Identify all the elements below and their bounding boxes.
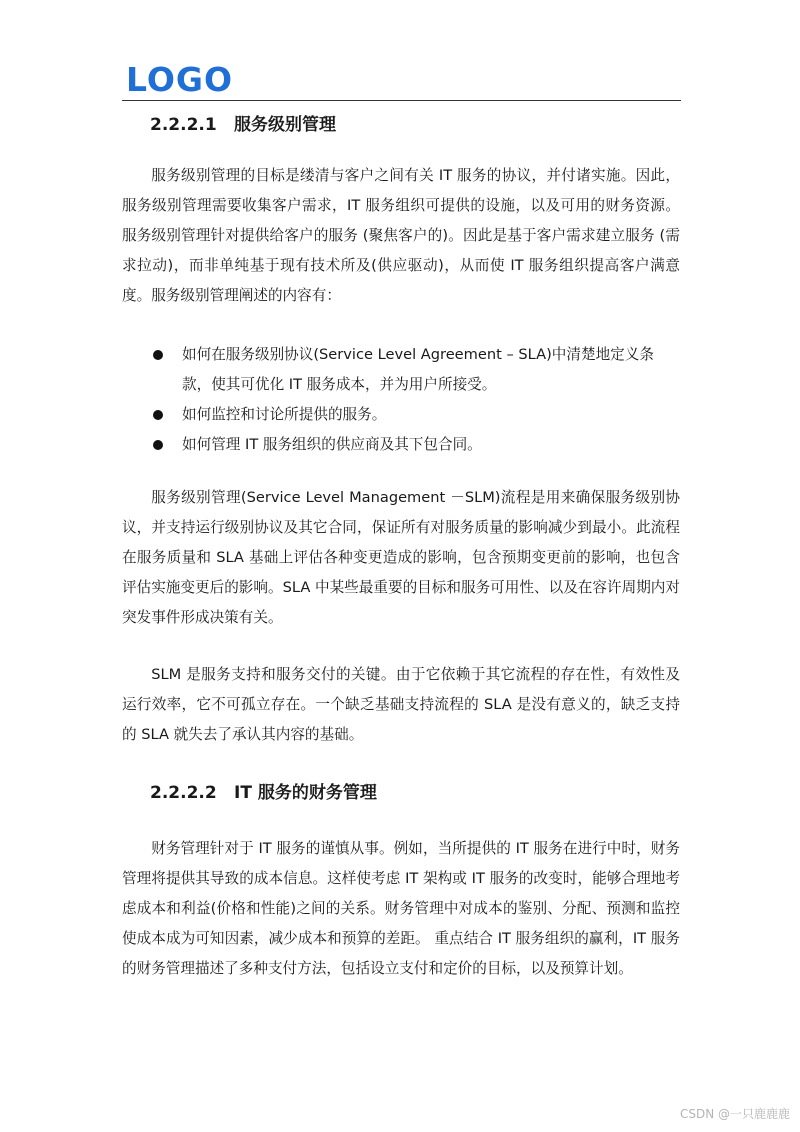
bullet-icon xyxy=(153,410,163,420)
list-item: 如何监控和讨论所提供的服务。 xyxy=(153,400,680,430)
slm-paragraph: 服务级别管理(Service Level Management －SLM)流程是用来确保服务级别协议，并支持运行级别协议及其它合同，保证所有对服务质量的影响减少到最小。此流程在服务质量和 SLA 基础上评估各种变更造成的影响，包含预期变更前的影响，也包含评估实施变更后的影响。SLA 中某些最重要的目标和服务可用性、以及在容许周期内对突发事件形成决策有关。 xyxy=(122,489,680,626)
section-title: IT 服务的财务管理 xyxy=(234,783,377,803)
bullet-icon xyxy=(153,440,163,450)
header-divider xyxy=(122,100,681,101)
intro-paragraph: 服务级别管理的目标是缕清与客户之间有关 IT 服务的协议，并付诸实施。因此，服务级别管理需要收集客户需求，IT 服务组织可提供的设施，以及可用的财务资源。 服务级别管理针对提供给客户的服务 (聚焦客户的)。因此是基于客户需求建立服务 (需求拉动)，而非单纯基于现有技术所及(供应驱动)，从而使 IT 服务组织提高客户满意度。服务级别管理阐述的内容有： xyxy=(122,167,680,304)
finance-paragraph: 财务管理针对于 IT 服务的谨慎从事。例如，当所提供的 IT 服务在进行中时，财务管理将提供其导致的成本信息。这样使考虑 IT 架构或 IT 服务的改变时，能够合理地考虑成本和利益(价格和性能)之间的关系。财务管理中对成本的鉴别、分配、预测和监控使成本成为可知因素，减少成本和预算的差距。 重点结合 IT 服务组织的赢利，IT 服务的财务管理描述了多种支付方法，包括设立支付和定价的目标，以及预算计划。 xyxy=(122,840,680,977)
section-heading-2-2-2-1 xyxy=(150,114,336,136)
logo: LOGO xyxy=(126,60,234,99)
list-item: 如何管理 IT 服务组织的供应商及其下包合同。 xyxy=(153,430,680,460)
section-number: 2.2.2.2 xyxy=(150,783,217,803)
bullet-list xyxy=(153,340,680,460)
list-item: 如何在服务级别协议(Service Level Agreement – SLA)中清楚地定义条款，使其可优化 IT 服务成本，并为用户所接受。 xyxy=(153,340,680,400)
bullet-icon xyxy=(153,350,163,360)
section-number: 2.2.2.1 xyxy=(150,115,217,135)
watermark: CSDN @一只鹿鹿鹿 xyxy=(679,1107,790,1121)
section-title: 服务级别管理 xyxy=(234,115,336,135)
slm-key-paragraph: SLM 是服务支持和服务交付的关键。由于它依赖于其它流程的存在性，有效性及运行效率，它不可孤立存在。一个缺乏基础支持流程的 SLA 是没有意义的，缺乏支持的 SLA 就失去了承认其内容的基础。 xyxy=(122,666,680,743)
section-heading-2-2-2-2 xyxy=(150,782,377,804)
